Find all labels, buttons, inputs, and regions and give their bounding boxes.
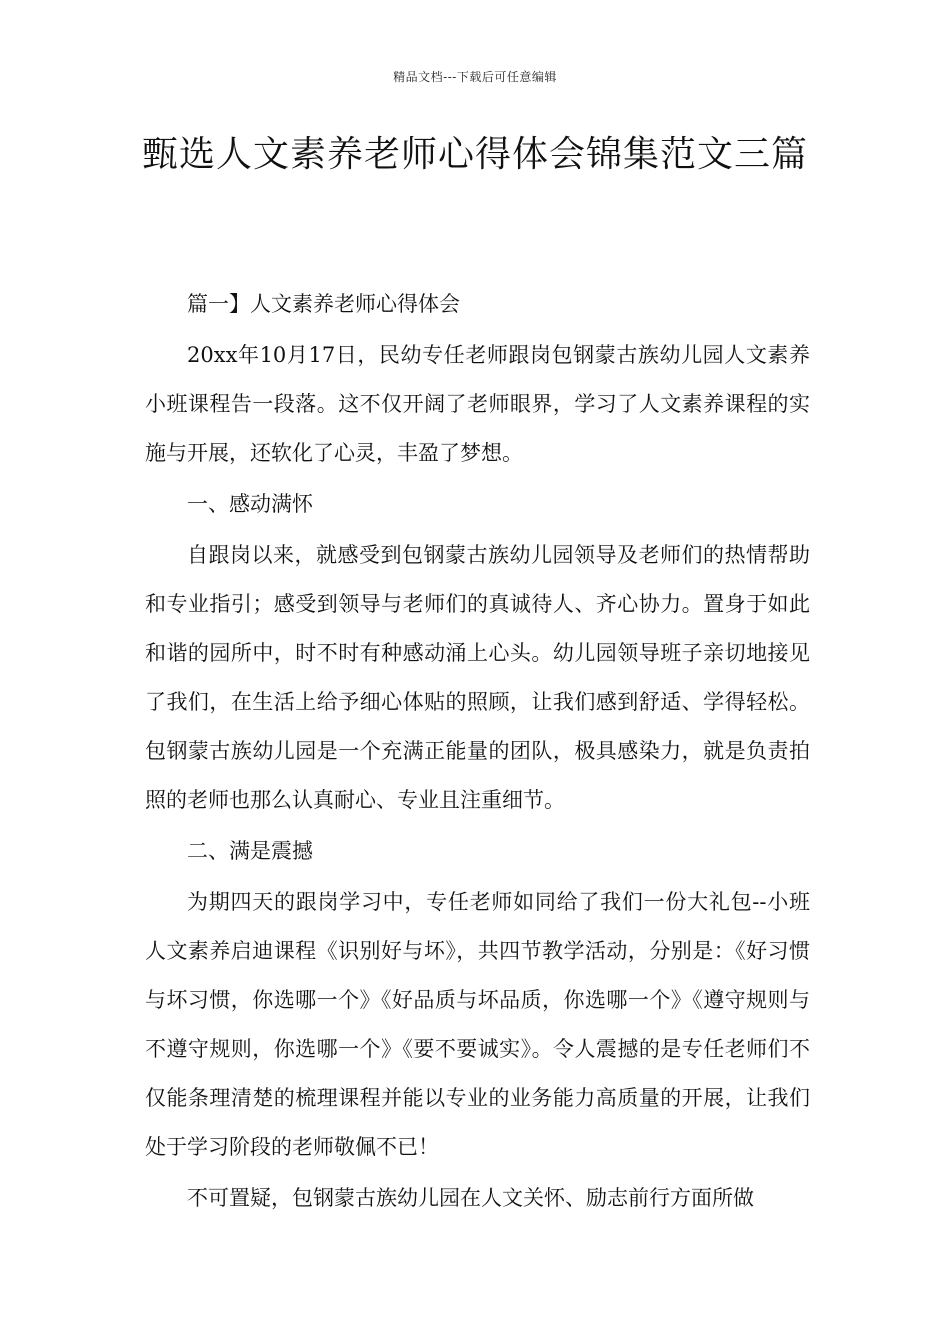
intro-paragraph: 20xx年10月17日，民幼专任老师跟岗包钢蒙古族幼儿园人文素养小班课程告一段落。这不仅开阔了老师眼界，学习了人文素养课程的实施与开展，还软化了心灵，丰盈了梦想。 <box>145 343 810 465</box>
section-title: 篇一】人文素养老师心得体会 <box>187 292 460 316</box>
part2-heading: 二、满是震撼 <box>187 839 313 863</box>
part3-paragraph: 不可置疑，包钢蒙古族幼儿园在人文关怀、励志前行方面所做 <box>187 1186 754 1210</box>
document-title: 甄选人文素养老师心得体会锦集范文三篇 <box>141 134 808 175</box>
document-body <box>145 280 810 1225</box>
part1-heading: 一、感动满怀 <box>187 492 313 516</box>
part2-paragraph: 为期四天的跟岗学习中，专任老师如同给了我们一份大礼包--小班人文素养启迪课程《识别好与坏》，共四节教学活动，分别是：《好习惯与坏习惯，你选哪一个》《好品质与坏品质，你选哪一个》《遵守规则与不遵守规则，你选哪一个》《要不要诚实》。令人震撼的是专任老师们不仅能条理清楚的梳理课程并能以专业的业务能力高质量的开展，让我们处于学习阶段的老师敬佩不已！ <box>145 890 810 1159</box>
header-note: 精品文档---下载后可任意编辑 <box>393 70 557 84</box>
part1-paragraph: 自跟岗以来，就感受到包钢蒙古族幼儿园领导及老师们的热情帮助和专业指引；感受到领导与老师们的真诚待人、齐心协力。置身于如此和谐的园所中，时不时有种感动涌上心头。幼儿园领导班子亲切地接见了我们，在生活上给予细心体贴的照顾，让我们感到舒适、学得轻松。包钢蒙古族幼儿园是一个充满正能量的团队，极具感染力，就是负责拍照的老师也那么认真耐心、专业且注重细节。 <box>145 543 810 812</box>
